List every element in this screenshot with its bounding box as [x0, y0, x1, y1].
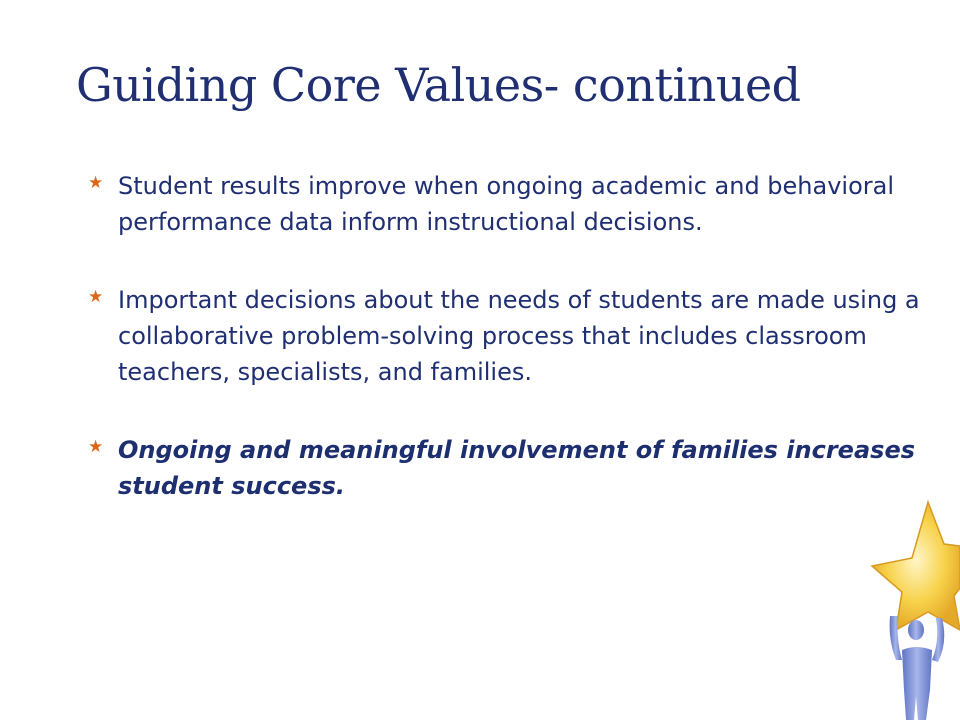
- star-bullet-icon: ★: [88, 437, 104, 457]
- bullet-text: Student results improve when ongoing academic and behavioral performance data inform instructional decisions.: [118, 172, 895, 236]
- figure-body: [902, 647, 932, 720]
- figure-head: [908, 620, 924, 640]
- bullet-item: [88, 282, 928, 390]
- star-bullet-icon: ★: [88, 173, 104, 193]
- bullet-text: Important decisions about the needs of students are made using a collaborative problem-solving process that includes classroom teachers, specialists, and families.: [118, 286, 920, 386]
- bullet-text: Ongoing and meaningful involvement of families increases student success.: [118, 436, 916, 500]
- person-holding-star-icon: [850, 500, 960, 720]
- star-bullet-icon: ★: [88, 287, 104, 307]
- bullet-item: [88, 168, 928, 240]
- star-icon: [872, 502, 960, 630]
- figure-arm-right: [932, 618, 944, 662]
- bullet-item-emphasized: [88, 432, 928, 504]
- bullet-list: [88, 168, 928, 546]
- slide-title: Guiding Core Values- continued: [76, 58, 801, 112]
